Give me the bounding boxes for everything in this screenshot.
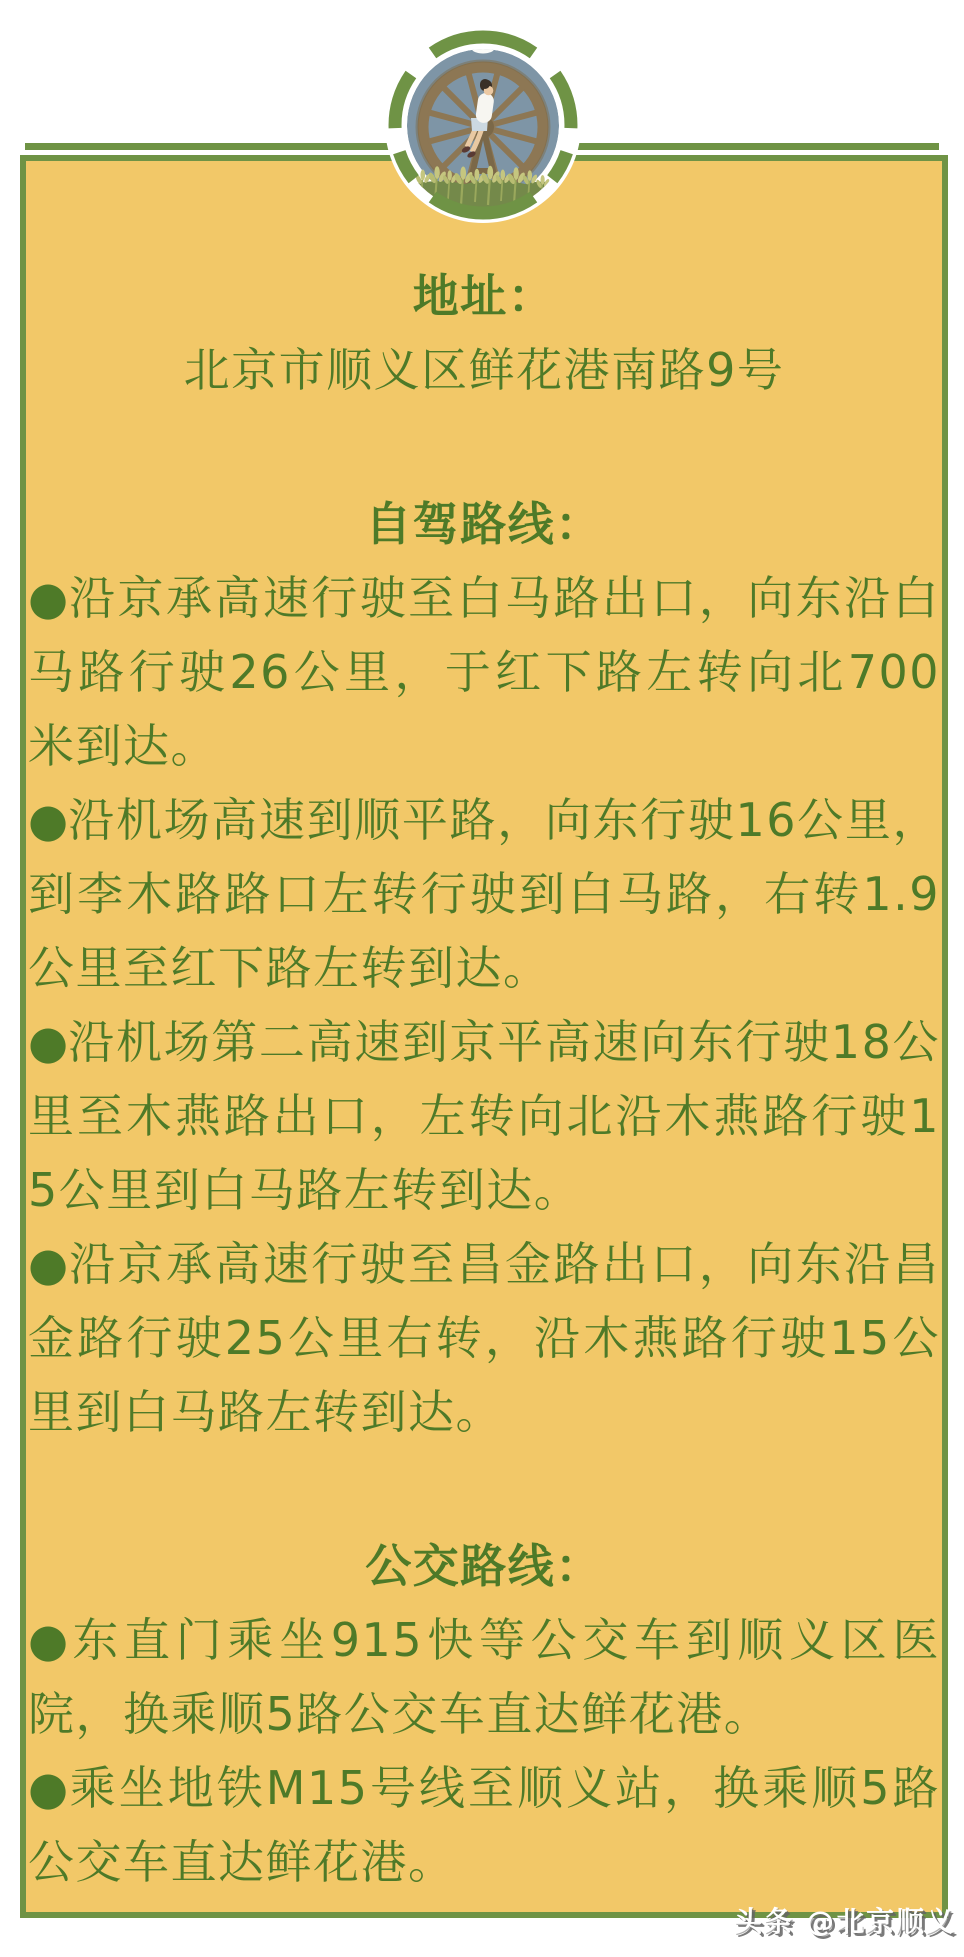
info-panel bbox=[20, 155, 948, 1918]
bullet-dot-icon: ● bbox=[28, 1237, 70, 1291]
route-text: 沿机场高速到顺平路，向东行驶16公里，到李木路路口左转行驶到白马路，右转1.9公里至红下路左转到达。 bbox=[28, 793, 940, 995]
route-text: 沿京承高速行驶至白马路出口，向东沿白马路行驶26公里，于红下路左转向北700米到达。 bbox=[28, 571, 941, 773]
bullet-dot-icon: ● bbox=[28, 1761, 70, 1815]
content-sections bbox=[26, 161, 942, 1899]
route-item bbox=[28, 783, 940, 1005]
bullet-dot-icon: ● bbox=[28, 1613, 73, 1667]
route-text: 乘坐地铁M15号线至顺义站，换乘顺5路公交车直达鲜花港。 bbox=[28, 1761, 940, 1889]
route-item bbox=[28, 1751, 940, 1899]
water-wheel-icon bbox=[385, 27, 581, 223]
route-item bbox=[28, 561, 940, 783]
route-item bbox=[28, 1005, 940, 1227]
address-line: 北京市顺义区鲜花港南路9号 bbox=[183, 343, 785, 397]
route-text: 沿京承高速行驶至昌金路出口，向东沿昌金路行驶25公里右转，沿木燕路行驶15公里到白马路左转到达。 bbox=[28, 1237, 941, 1439]
route-text: 东直门乘坐915快等公交车到顺义区医院，换乘顺5路公交车直达鲜花港。 bbox=[28, 1613, 940, 1741]
section-heading-0: 地址： bbox=[412, 269, 556, 323]
route-text: 沿机场第二高速到京平高速向东行驶18公里至木燕路出口，左转向北沿木燕路行驶15公里到白马路左转到达。 bbox=[28, 1015, 940, 1217]
section-heading-2: 公交路线： bbox=[365, 1539, 603, 1593]
bullet-dot-icon: ● bbox=[28, 571, 70, 625]
section-heading-1: 自驾路线： bbox=[365, 497, 603, 551]
route-item bbox=[28, 1603, 940, 1751]
water-wheel-emblem bbox=[385, 27, 581, 223]
bullet-dot-icon: ● bbox=[28, 793, 69, 847]
watermark: 头条 @北京顺义 bbox=[734, 1905, 956, 1938]
route-item bbox=[28, 1227, 940, 1449]
bullet-dot-icon: ● bbox=[28, 1015, 69, 1069]
